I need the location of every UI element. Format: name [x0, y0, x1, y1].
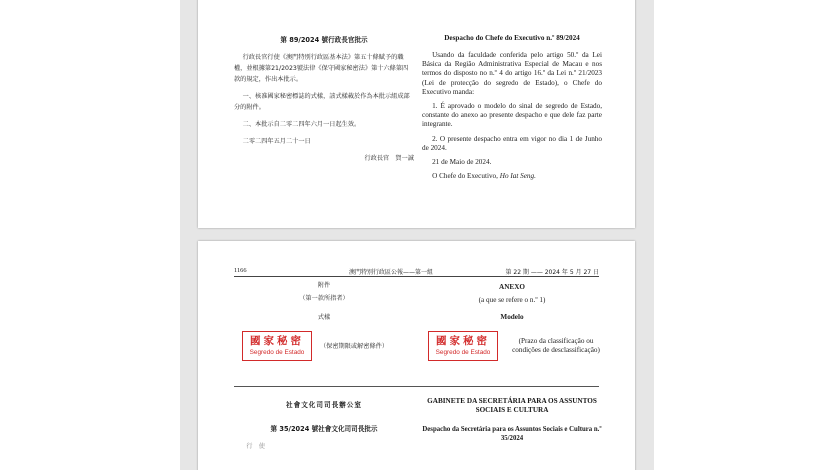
annex-heading-zh [234, 279, 414, 324]
paragraph-zh-1: 行政長官行使《澳門特別行政區基本法》第五十條賦予的職權，並根據第21/2023號法律《保守國家秘密法》第十六條第四款的規定，作出本批示。 [234, 54, 409, 83]
office-section-pt [422, 397, 602, 443]
office-section-zh [234, 399, 414, 451]
despacho-title-pt: Despacho do Chefe do Executivo n.º 89/2024 [444, 34, 580, 42]
annex-model-zh: 式樣 [317, 314, 331, 321]
annex-ref-pt: (a que se refere o n.º 1) [478, 296, 546, 304]
chinese-column [234, 34, 414, 164]
signature-name-pt: Ho Iat Seng. [499, 172, 536, 181]
portuguese-column [422, 34, 602, 181]
page-number: 1166 [234, 267, 247, 274]
paragraph-zh-cutoff: 行 使 [234, 443, 377, 450]
state-secret-seal-zh: 國家秘密 Segredo de Estado [242, 331, 312, 361]
issue-info: 第 22 期 —— 2024 年 5 月 27 日 [505, 269, 599, 276]
annex-model-pt: Modelo [500, 313, 524, 321]
running-header [234, 267, 599, 277]
office-name-pt: GABINETE DA SECRETÁRIA PARA OS ASSUNTOS SOCIAIS E CULTURA [427, 397, 597, 414]
annex-ref-zh: （第一款所指者） [299, 295, 349, 302]
paragraph-pt-1: Usando da faculdade conferida pelo artigo 50.º da Lei Básica da Região Administrativa Especial de Macau e nos termos do disposto no n.º 4 do artigo 16.º da Lei n.º 21/2023 (Lei de protecção do segredo de Estado), o Chefe do Executivo manda: [422, 51, 602, 96]
seal-note-zh: （保密期限或解密條件） [320, 343, 389, 350]
document-page-2 [198, 241, 635, 470]
paragraph-pt-3: 2. O presente despacho entra em vigor no dia 1 de Junho de 2024. [422, 134, 602, 152]
signature-pt: O Chefe do Executivo, Ho Iat Seng. [432, 172, 536, 181]
paragraph-zh-2: 一、核准國家秘密標誌的式樣，該式樣載於作為本批示組成部分的附件。 [234, 93, 410, 111]
annex-heading-pt [422, 281, 602, 324]
date-pt: 21 de Maio de 2024. [432, 158, 492, 167]
document-viewer[interactable] [180, 0, 654, 470]
date-zh: 二零二四年五月二十一日 [242, 138, 311, 145]
despacho-title-zh: 第 89/2024 號行政長官批示 [280, 36, 368, 44]
seal-note-pt: (Prazo da classificação ou condições de desclassificação) [512, 337, 600, 355]
paragraph-pt-2: 1. É aprovado o modelo do sinal de segredo de Estado, constante do anexo ao presente despacho e que dele faz parte integrante. [422, 102, 602, 129]
state-secret-seal-pt: 國家秘密 Segredo de Estado [428, 331, 498, 361]
document-page-1 [198, 0, 635, 228]
publication-title: 澳門特別行政區公報——第一組 [349, 269, 434, 276]
paragraph-zh-3: 二、本批示自二零二四年六月一日起生效。 [242, 121, 361, 128]
office-despacho-zh: 第 35/2024 號社會文化司司長批示 [270, 425, 378, 433]
section-divider [234, 386, 599, 387]
office-name-zh: 社會文化司司長辦公室 [286, 401, 362, 409]
signature-zh: 行政長官 賀一誠 [364, 155, 414, 162]
annex-title-pt: ANEXO [499, 283, 525, 291]
office-despacho-pt: Despacho da Secretária para os Assuntos Sociais e Cultura n.º 35/2024 [422, 426, 602, 442]
annex-title-zh: 附件 [317, 282, 331, 289]
